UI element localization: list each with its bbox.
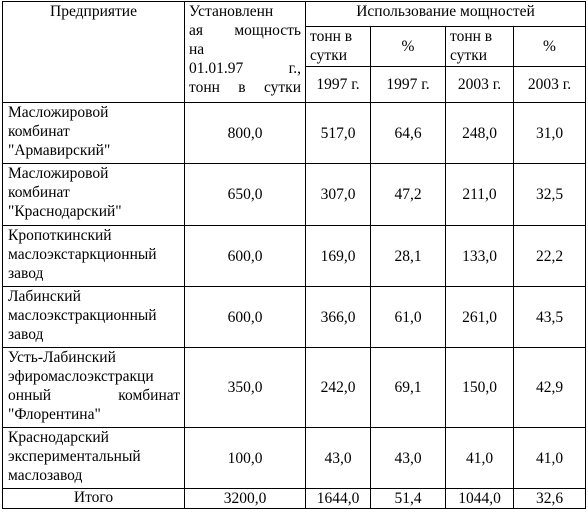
enterprise-name: Усть-Лабинский эфиромаслоэкстракци онный комбинат "Флорентина" [3, 348, 185, 428]
installed-capacity: 600,0 [185, 287, 306, 348]
header-year-1997-tons: 1997 г. [306, 67, 371, 103]
header-year-2003-tons: 2003 г. [446, 67, 514, 103]
table-row [3, 428, 586, 489]
enterprise-name: Краснодарский экспериментальный маслозавод [3, 428, 185, 489]
percent-2003: 31,0 [514, 103, 586, 164]
installed-capacity: 100,0 [185, 428, 306, 489]
percent-1997: 69,1 [371, 348, 446, 428]
percent-2003: 43,5 [514, 287, 586, 348]
tons-2003: 41,0 [446, 428, 514, 489]
total-percent-1997: 51,4 [371, 489, 446, 509]
table-row [3, 226, 586, 287]
percent-1997: 43,0 [371, 428, 446, 489]
header-enterprise: Предприятие [3, 2, 185, 103]
total-tons-2003: 1044,0 [446, 489, 514, 509]
enterprise-name: Лабинский маслоэкстракционный завод [3, 287, 185, 348]
header-row-1 [3, 2, 586, 27]
percent-1997: 47,2 [371, 164, 446, 226]
percent-1997: 61,0 [371, 287, 446, 348]
table-row [3, 164, 586, 226]
header-tons-2003: тонн в сутки [446, 27, 514, 67]
capacity-usage-table [2, 1, 586, 509]
percent-1997: 64,6 [371, 103, 446, 164]
tons-2003: 133,0 [446, 226, 514, 287]
total-label: Итого [3, 489, 185, 509]
tons-2003: 211,0 [446, 164, 514, 226]
table-row [3, 103, 586, 164]
total-row [3, 489, 586, 509]
tons-1997: 517,0 [306, 103, 371, 164]
percent-2003: 42,9 [514, 348, 586, 428]
tons-1997: 366,0 [306, 287, 371, 348]
header-year-2003-percent: 2003 г. [514, 67, 586, 103]
percent-2003: 41,0 [514, 428, 586, 489]
enterprise-name: Масложировой комбинат "Армавирский" [3, 103, 185, 164]
total-percent-2003: 32,6 [514, 489, 586, 509]
table-row [3, 287, 586, 348]
header-percent-1997: % [371, 27, 446, 67]
installed-capacity: 800,0 [185, 103, 306, 164]
tons-2003: 150,0 [446, 348, 514, 428]
percent-2003: 22,2 [514, 226, 586, 287]
tons-1997: 242,0 [306, 348, 371, 428]
tons-1997: 307,0 [306, 164, 371, 226]
header-percent-2003: % [514, 27, 586, 67]
percent-1997: 28,1 [371, 226, 446, 287]
installed-capacity: 600,0 [185, 226, 306, 287]
header-capacity-usage: Использование мощностей [306, 2, 586, 27]
header-installed-capacity: Установленн ая мощность на 01.01.97 г., тонн в сутки [185, 2, 306, 103]
enterprise-name: Кропоткинский маслоэкстаркционный завод [3, 226, 185, 287]
table-row [3, 348, 586, 428]
tons-1997: 169,0 [306, 226, 371, 287]
total-installed-capacity: 3200,0 [185, 489, 306, 509]
enterprise-name: Масложировой комбинат "Краснодарский" [3, 164, 185, 226]
installed-capacity: 350,0 [185, 348, 306, 428]
total-tons-1997: 1644,0 [306, 489, 371, 509]
tons-2003: 261,0 [446, 287, 514, 348]
installed-capacity: 650,0 [185, 164, 306, 226]
tons-2003: 248,0 [446, 103, 514, 164]
percent-2003: 32,5 [514, 164, 586, 226]
header-year-1997-percent: 1997 г. [371, 67, 446, 103]
header-tons-1997: тонн в сутки [306, 27, 371, 67]
tons-1997: 43,0 [306, 428, 371, 489]
